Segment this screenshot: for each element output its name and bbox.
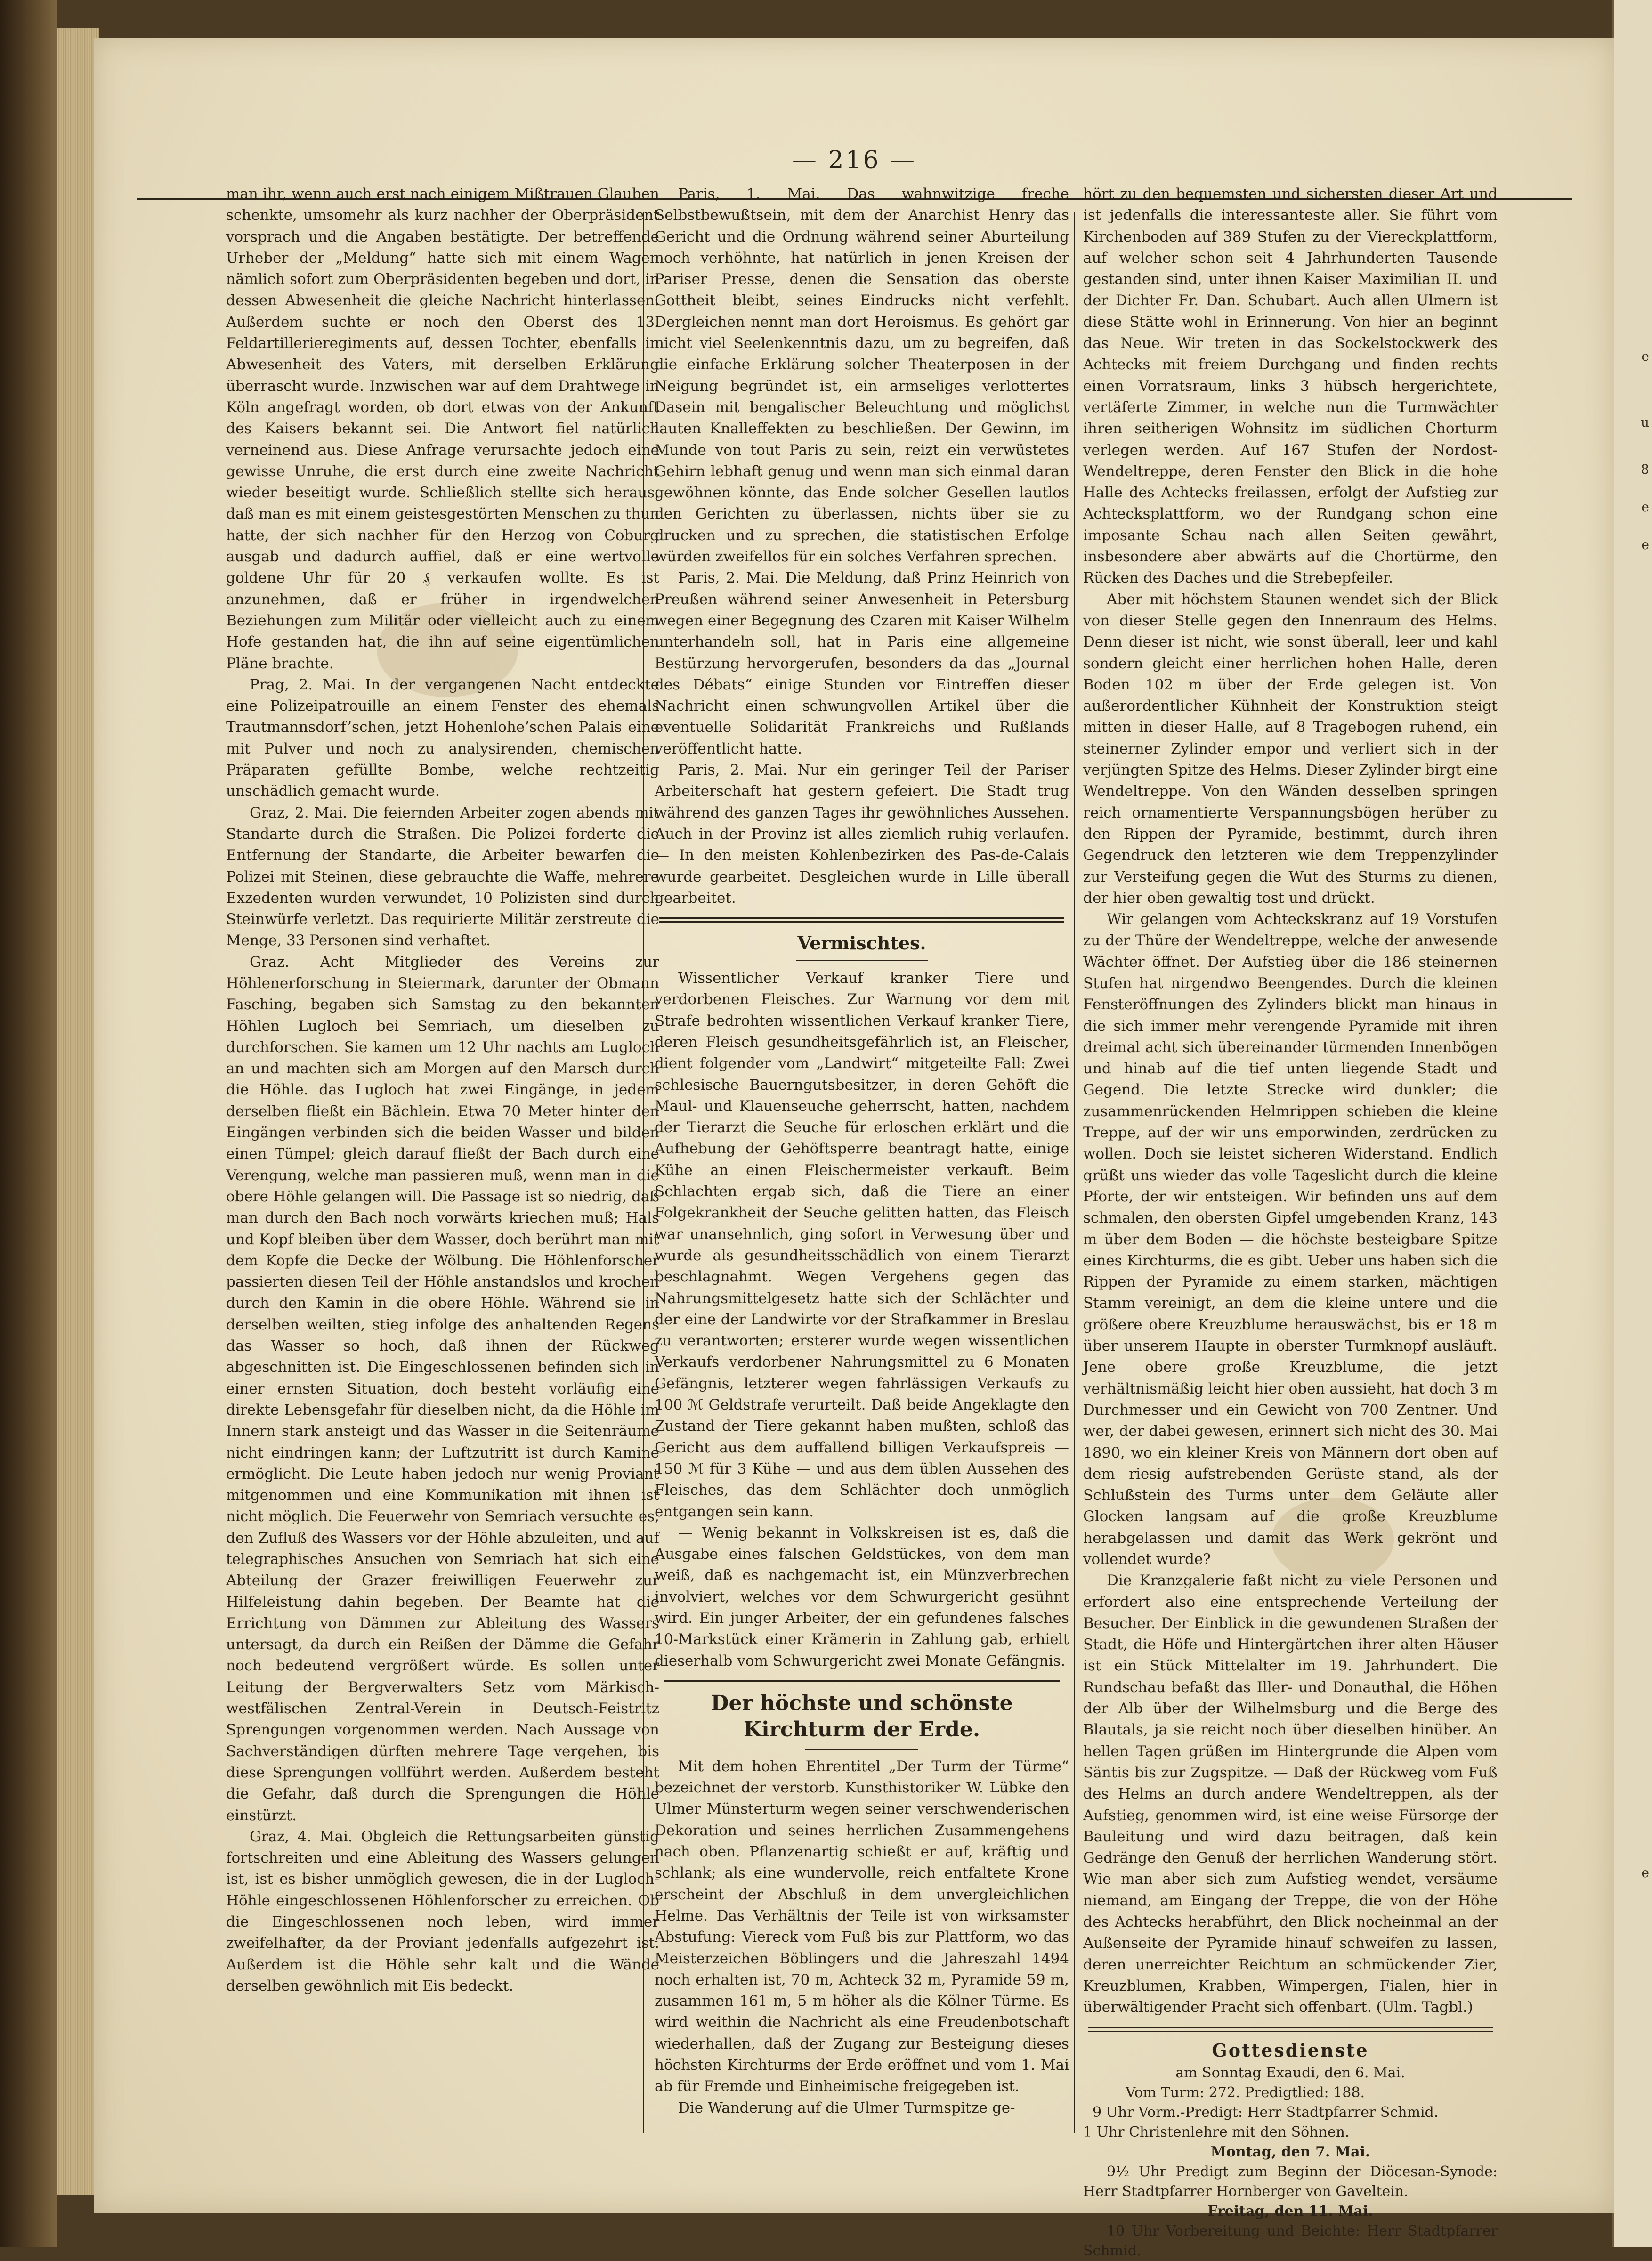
edge-char: e [1641, 499, 1649, 515]
notice-line: 9½ Uhr Predigt zum Beginn der Diöcesan-Synode: Herr Stadtpfarrer Hornberger von Gaveltein. [1083, 2163, 1498, 2200]
article-kirchturm-5: Wir gelangen vom Achteckskranz auf 19 Vorstufen zu der Thüre der Wendeltreppe, welche der anwesende Wächter öffnet. Der Aufstieg über die 186 steinernen Stufen hat nirgendwo Beengendes. Durch die kleinen Fensteröffnungen des Zylinders blickt man hinaus in die sich immer mehr verengende Pyramide mit ihren dreimal acht sich übereinander türmenden Innenbögen und hinab auf die tief unten liegende Stadt und Gegend. Die letzte Strecke wird dunkler; die zusammenrückenden Helmrippen schieben die kleine Treppe, auf der wir uns emporwinden, zerdrücken zu wollen. Doch sie leistet sicheren Widerstand. Endlich grüßt uns wieder das volle Tageslicht durch die kleine Pforte, der wir entsteigen. Wir befinden uns auf dem schmalen, den obersten Gipfel umgebenden Kranz, 143 m über dem Boden — die höchste besteigbare Spitze eines Kirchturms, die es gibt. Ueber uns haben sich die Rippen der Pyramide zu einem starken, mächtigen Stamm vereinigt, an dem die kleine untere und die größere obere Kreuzblume herauswächst, bis er 18 m über unserem Haupte in oberster Turmknopf ausläuft. Jene obere große Kreuzblume, die jetzt verhältnismäßig leicht hier oben aussieht, hat doch 3 m Durchmesser und ein Gewicht von 700 Zentner. Und wer, der dabei gewesen, erinnert sich nicht des 30. Mai 1890, wo ein kleiner Kreis von Männern dort oben auf dem riesig aufstrebenden Gerüste stand, als der Schlußstein des Turms unter dem Geläute aller Glocken langsam auf die große Kreuzblume herabgelassen und damit das Werk gekrönt und vollendet wurde? [1083, 911, 1498, 1568]
title-underline [805, 1749, 918, 1750]
article-graz-2: Graz. Acht Mitglieder des Vereins zur Höhlenerforschung in Steiermark, darunter der Obmann Fasching, begaben sich Samstag zu den bekannten Höhlen Lugloch bei Semriach, um dieselben zu durchforschen. Sie kamen um 12 Uhr nachts am Lugloch an und machten sich am Morgen auf den Marsch durch die Höhle. das Lugloch hat zwei Eingänge, in jedem derselben fließt ein Bächlein. Etwa 70 Meter hinter den Eingängen verbinden sich die beiden Wasser und bilden einen Tümpel; gleich darauf fließt der Bach durch eine Verengung, welche man passieren muß, wenn man in die obere Höhle gelangen will. Die Passage ist so niedrig, daß man durch den Bach noch vorwärts kriechen muß; Hals und Kopf bleiben über dem Wasser, doch berührt man mit dem Kopfe die Decke der Wölbung. Die Höhlenforscher passierten diesen Teil der Höhle anstandslos und krochen durch den Kamin in die obere Höhle. Während sie in derselben weilten, stieg infolge des anhaltenden Regens das Wasser so hoch, daß ihnen der Rückweg abgeschnitten ist. Die Eingeschlossenen befinden sich in einer ernsten Situation, doch besteht vorläufig eine direkte Lebensgefahr für dieselben nicht, da die Höhle im Innern stark ansteigt und das Wasser in die Seitenräume nicht eindringen kann; der Luftzutritt ist durch Kamine ermöglicht. Die Leute haben jedoch nur wenig Proviant mitgenommen und eine Kommunikation mit ihnen ist nicht möglich. Die Feuerwehr von Semriach versuchte es, den Zufluß des Wassers vor der Höhle abzuleiten, und auf telegraphisches Ansuchen von Semriach hat sich eine Abteilung der Grazer freiwilligen Feuerwehr zur Hilfeleistung dahin begeben. Der Beamte hat die Errichtung von Dämmen zur Ableitung des Wassers untersagt, da durch ein Reißen der Dämme die Gefahr noch bedeutend vergrößert würde. Es sollen unter Leitung der Bergverwalters Setz vom Märkisch-westfälischen Zentral-Verein in Deutsch-Feistritz Sprengungen vorgenommen werden. Nach Aussage von Sachverständigen dürften mehrere Tage vergehen, bis diese Sprengungen vollführt werden. Außerdem besteht die Gefahr, daß durch die Sprengungen die Höhle einstürzt. [226, 953, 659, 1824]
article-graz-3: Graz, 4. Mai. Obgleich die Rettungsarbeiten günstig fortschreiten und eine Ableitung des Wassers gelungen ist, ist es bisher unmöglich gewesen, die in der Lugloch-Höhle eingeschlossenen Höhlenforscher zu erreichen. Ob die Eingeschlossenen noch leben, wird immer zweifelhafter, da der Proviant jedenfalls aufgezehrt ist. Außerdem ist die Höhle sehr kalt und die Wände derselben gewöhnlich mit Eis bedeckt. [226, 1828, 659, 1994]
page-stack-edge [57, 28, 99, 2195]
article-geldstueck: — Wenig bekannt in Volkskreisen ist es, daß die Ausgabe eines falschen Geldstückes, von dem man weiß, daß es nachgemacht ist, ein Münzverbrechen involviert, welches vor dem Schwurgericht gesühnt wird. Ein junger Arbeiter, der ein gefundenes falsches 10-Markstück einer Krämerin in Zahlung gab, erhielt dieserhalb vom Schwurgericht zwei Monate Gefängnis. [655, 1524, 1069, 1669]
column-rule-2 [1074, 212, 1075, 2133]
article-tiere: Wissentlicher Verkauf kranker Tiere und verdorbenen Fleisches. Zur Warnung vor dem mit Strafe bedrohten wissentlichen Verkauf kranker Tiere, deren Fleisch gesundheitsgefährlich ist, an Fleischer, dient folgender vom „Landwirt“ mitgeteilte Fall: Zwei schlesische Bauerngutsbesitzer, in deren Gehöft die Maul- und Klauenseuche geherrscht, hatten, nachdem der Tierarzt die Seuche für erloschen erklärt und die Aufhebung der Gehöftsperre beantragt hatte, einige Kühe an einen Fleischermeister verkauft. Beim Schlachten ergab sich, daß die Tiere an einer Folgekrankheit der Seuche gelitten hatten, das Fleisch war unansehnlich, ging sofort in Verwesung über und wurde als gesundheitsschädlich von einem Tierarzt beschlagnahmt. Wegen Vergehens gegen das Nahrungsmittelgesetz hatte sich der Schlächter und der eine der Landwirte vor der Strafkammer in Breslau zu verantworten; ersterer wurde wegen wissentlichen Verkaufs verdorbener Nahrungsmittel zu 6 Monaten Gefängnis, letzterer wegen fahrlässigen Verkaufs zu 100 ℳ Geldstrafe verurteilt. Daß beide Angeklagte den Zustand der Tiere gekannt haben mußten, schloß das Gericht aus dem auffallend billigen Verkaufspreis — 150 ℳ für 3 Kühe — und aus dem üblen Aussehen des Fleisches, das dem Schlächter doch unmöglich entgangen sein kann. [655, 970, 1069, 1520]
article-text: man ihr, wenn auch erst nach einigem Mißtrauen Glauben schenkte, umsomehr als kurz nachher der Oberpräsident vorsprach und die Angaben bestätigte. Der betreffende Urheber der „Meldung“ hatte sich mit einem Wagen nämlich sofort zum Oberpräsidenten begeben und dort, in dessen Abwesenheit die gleiche Nachricht hinterlassen. Außerdem suchte er noch den Oberst des 13. Feldartillerieregiments auf, dessen Tochter, ebenfalls in Abwesenheit des Vaters, mit derselben Erklärung überrascht wurde. Inzwischen war auf dem Drahtwege in Köln angefragt worden, ob dort etwas von der Ankunft des Kaisers bekannt sei. Die Antwort fiel natürlich verneinend aus. Diese Anfrage verursachte jedoch eine gewisse Unruhe, die erst durch eine zweite Nachricht wieder beseitigt wurde. Schließlich stellte sich heraus, daß man es mit einem geistesgestörten Menschen zu thun hatte, der sich nachher für den Herzog von Coburg ausgab und dadurch auffiel, daß er eine wertvolle goldene Uhr für 20 ₰ verkaufen wollte. Es ist anzunehmen, daß er früher in irgendwelchen Beziehungen zum Militär oder vielleicht auch zu einem Hofe gestanden hat, die ihn auf seine eigentümlichen Pläne brachte. [226, 186, 659, 672]
section-divider [659, 917, 1064, 923]
article-kirchturm-4: Aber mit höchstem Staunen wendet sich der Blick von dieser Stelle gegen den Innenraum des Helms. Denn dieser ist nicht, wie sonst überall, leer und kahl sondern gleicht einer herrlichen hohen Halle, deren Boden 102 m über der Erde gelegen ist. Von außerordentlicher Kühnheit der Konstruktion steigt mitten in dieser Halle, auf 8 Tragebogen ruhend, ein steinerner Zylinder empor und verliert sich in der verjüngten Spitze des Helms. Dieser Zylinder birgt eine Wendeltreppe. Von den Wänden desselben springen reich ornamentierte Verspannungsbögen herüber zu den Rippen der Pyramide, bestimmt, durch ihren Gegendruck den letzteren wie dem Treppenzylinder zur Versteifung gegen die Wut des Sturms zu dienen, der hier oben gewaltig tost und drückt. [1083, 591, 1498, 907]
article-paris-3: Paris, 2. Mai. Nur ein geringer Teil der Pariser Arbeiterschaft hat gestern gefeiert. Die Stadt trug während des ganzen Tages ihr gewöhnliches Aussehen. Auch in der Provinz ist alles ziemlich ruhig verlaufen. — In den meisten Kohlenbezirken des Pas-de-Calais wurde gearbeitet. Desgleichen wurde in Lille überall gearbeitet. [655, 762, 1069, 907]
notice-line: 10 Uhr Vorbereitung und Beichte: Herr Stadtpfarrer Schmid. [1083, 2222, 1498, 2259]
page-number: — 216 — [792, 146, 917, 174]
edge-char: e [1641, 1865, 1649, 1880]
column-2 [655, 184, 1069, 2119]
notice-line: 9 Uhr Vorm.-Predigt: Herr Stadtpfarrer Schmid. [1093, 2104, 1439, 2121]
article-divider [664, 1680, 1060, 1682]
title-underline [796, 960, 928, 961]
column-1 [226, 184, 659, 1997]
notice-line: Vom Turm: 272. Predigtlied: 188. [1126, 2084, 1365, 2101]
article-paris-2: Paris, 2. Mai. Die Meldung, daß Prinz Heinrich von Preußen während seiner Anwesenheit in Petersburg wegen einer Begegnung des Czaren mit Kaiser Wilhelm unterhandeln soll, hat in Paris eine allgemeine Bestürzung hervorgerufen, besonders da das „Journal des Débats“ einige Stunden vor Eintreffen dieser Nachricht einen schwungvollen Artikel über die eventuelle Solidarität Frankreichs und Rußlands veröffentlicht hatte. [655, 569, 1069, 757]
notice-divider [1088, 2027, 1493, 2032]
article-kirchturm-3: hört zu den bequemsten und sichersten dieser Art und ist jedenfalls die interessanteste aller. Sie führt vom Kirchenboden auf 389 Stufen zu der Viereckplattform, auf welcher schon seit 4 Jahrhunderten Tausende gestanden sind, unter ihnen Kaiser Maximilian II. und der Dichter Fr. Dan. Schubart. Auch allen Ulmern ist diese Stätte wohl in Erinnerung. Von hier an beginnt das Neue. Wir treten in das Sockelstockwerk des Achtecks mit freiem Durchgang und finden rechts einen Vorratsraum, links 3 hübsch hergerichtete, vertäferte Zimmer, in welche nun die Turmwächter ihren seitherigen Wohnsitz im südlichen Chorturm verlegen werden. Auf 167 Stufen der Nordost-Wendeltreppe, deren Fenster den Blick in die hohe Halle des Achtecks freilassen, erfolgt der Aufstieg zur Achtecksplattform, wo der Rundgang schon eine imposante Schau nach allen Seiten gewährt, insbesondere aber abwärts auf die Chortürme, den Rücken des Daches und die Strebepfeiler. [1083, 186, 1498, 587]
scan-left-edge [0, 0, 57, 2247]
notice-line: Montag, den 7. Mai. [1210, 2143, 1370, 2160]
edge-char: e [1641, 537, 1649, 552]
notice-line: am Sonntag Exaudi, den 6. Mai. [1175, 2064, 1405, 2081]
column-3 [1083, 184, 1498, 2261]
article-kirchturm-6: Die Kranzgalerie faßt nicht zu viele Personen und erfordert also eine entsprechende Verteilung der Besucher. Der Einblick in die gewundenen Straßen der Stadt, die Höfe und Hintergärtchen ihrer alten Häuser ist ein Stück Mittelalter im 19. Jahrhundert. Die Rundschau befaßt das Iller- und Donauthal, die Höhen der Alb über der Wilhelmsburg und die Berge des Blautals, ja sie reicht noch über dieselben hinüber. An hellen Tagen grüßen im Hintergrunde die Alpen vom Säntis bis zur Zugspitze. — Daß der Rückweg vom Fuß des Helms an durch andere Wendeltreppen, als der Aufstieg, genommen wird, ist eine weise Fürsorge der Bauleitung und wird dazu beitragen, daß kein Gedränge den Genuß der herrlichen Wanderung stört. Wie man aber sich zum Aufstieg wendet, versäume niemand, am Eingang der Treppe, die von der Höhe des Achtecks herabführt, den Blick nocheinmal an der Außenseite der Pyramide hinauf schweifen zu lassen, deren unerreichter Reichtum an schmückender Zier, Kreuzblumen, Krabben, Wimpergen, Fialen, hier in überwältigender Pracht sich offenbart. (Ulm. Tagbl.) [1083, 1572, 1498, 2016]
article-paris-1: Paris, 1. Mai. Das wahnwitzige freche Selbstbewußtsein, mit dem der Anarchist Henry das Gericht und die Ordnung während seiner Aburteilung noch verhöhnte, hat natürlich in jenen Kreisen der Pariser Presse, denen die Sensation das oberste Gottheit bleibt, seines Eindrucks nicht verfehlt. Dergleichen nennt man dort Heroismus. Es gehört gar nicht viel Seelenkenntnis dazu, um zu begreifen, daß die einfache Erklärung solcher Theaterposen in der Neigung begründet ist, ein armseliges verlottertes Dasein mit bengalischer Beleuchtung und möglichst lauten Knalleffekten zu beschließen. Der Gewinn, im Munde von tout Paris zu sein, reizt ein verwüstetes Gehirn lebhaft genug und wenn man sich einmal daran gewöhnen könnte, das Ende solcher Gesellen lautlos den Gerichten zu überlassen, nichts über sie zu drucken und zu sprechen, die statistischen Erfolge würden zweifellos für ein solches Verfahren sprechen. [655, 186, 1069, 566]
edge-char: u [1640, 414, 1649, 430]
notice-line: Freitag, den 11. Mai. [1207, 2203, 1373, 2220]
article-prag: Prag, 2. Mai. In der vergangenen Nacht entdeckte eine Polizeipatrouille an einem Fenster des ehemals Trautmannsdorf’schen, jetzt Hohenlohe’schen Palais eine mit Pulver und noch zu analysirenden, chemischen Präparaten gefüllte Bombe, welche rechtzeitig unschädlich gemacht wurde. [226, 676, 659, 800]
notice-title: Gottesdienste [1212, 2039, 1369, 2061]
edge-char: e [1641, 348, 1649, 364]
article-kirchturm-1: Mit dem hohen Ehrentitel „Der Turm der Türme“ bezeichnet der verstorb. Kunsthistoriker W. Lübke den Ulmer Münsterturm wegen seiner verschwenderischen Dekoration und seines herrlichen Zusammengehens nach oben. Pflanzenartig schießt er auf, kräftig und schlank; als eine wundervolle, reich entfaltete Krone erscheint der Abschluß in dem unvergleichlichen Helme. Das Verhältnis der Teile ist von wirksamster Abstufung: Viereck vom Fuß bis zur Plattform, wo das Meisterzeichen Böblingers und die Jahreszahl 1494 noch erhalten ist, 70 m, Achteck 32 m, Pyramide 59 m, zusammen 161 m, 5 m höher als die Kölner Türme. Es wird weithin die Nachricht als eine Freudenbotschaft wiederhallen, daß der Zugang zur Besteigung dieses höchsten Kirchturms der Erde eröffnet und vom 1. Mai ab für Fremde und Einheimische freigegeben ist. [655, 1758, 1069, 2095]
section-title-vermischtes: Vermischtes. [797, 932, 926, 954]
article-graz-1: Graz, 2. Mai. Die feiernden Arbeiter zogen abends mit Standarte durch die Straßen. Die Polizei forderte die Entfernung der Standarte, die Arbeiter bewarfen die Polizei mit Steinen, diese gebrauchte die Waffe, mehrere Exzedenten wurden verwundet, 10 Polizisten sind durch Steinwürfe verletzt. Das requirierte Militär zerstreute die Menge, 33 Personen sind verhaftet. [226, 804, 659, 949]
article-title-kirchturm: Der höchste und schönste Kirchturm der Erde. [711, 1691, 1013, 1742]
church-service-notice [1083, 2041, 1498, 2261]
scan-right-edge [1612, 0, 1652, 2247]
edge-char: 8 [1641, 462, 1649, 477]
notice-line: 1 Uhr Christenlehre mit den Söhnen. [1083, 2123, 1350, 2140]
article-kirchturm-2: Die Wanderung auf die Ulmer Turmspitze ge- [678, 2099, 1015, 2116]
